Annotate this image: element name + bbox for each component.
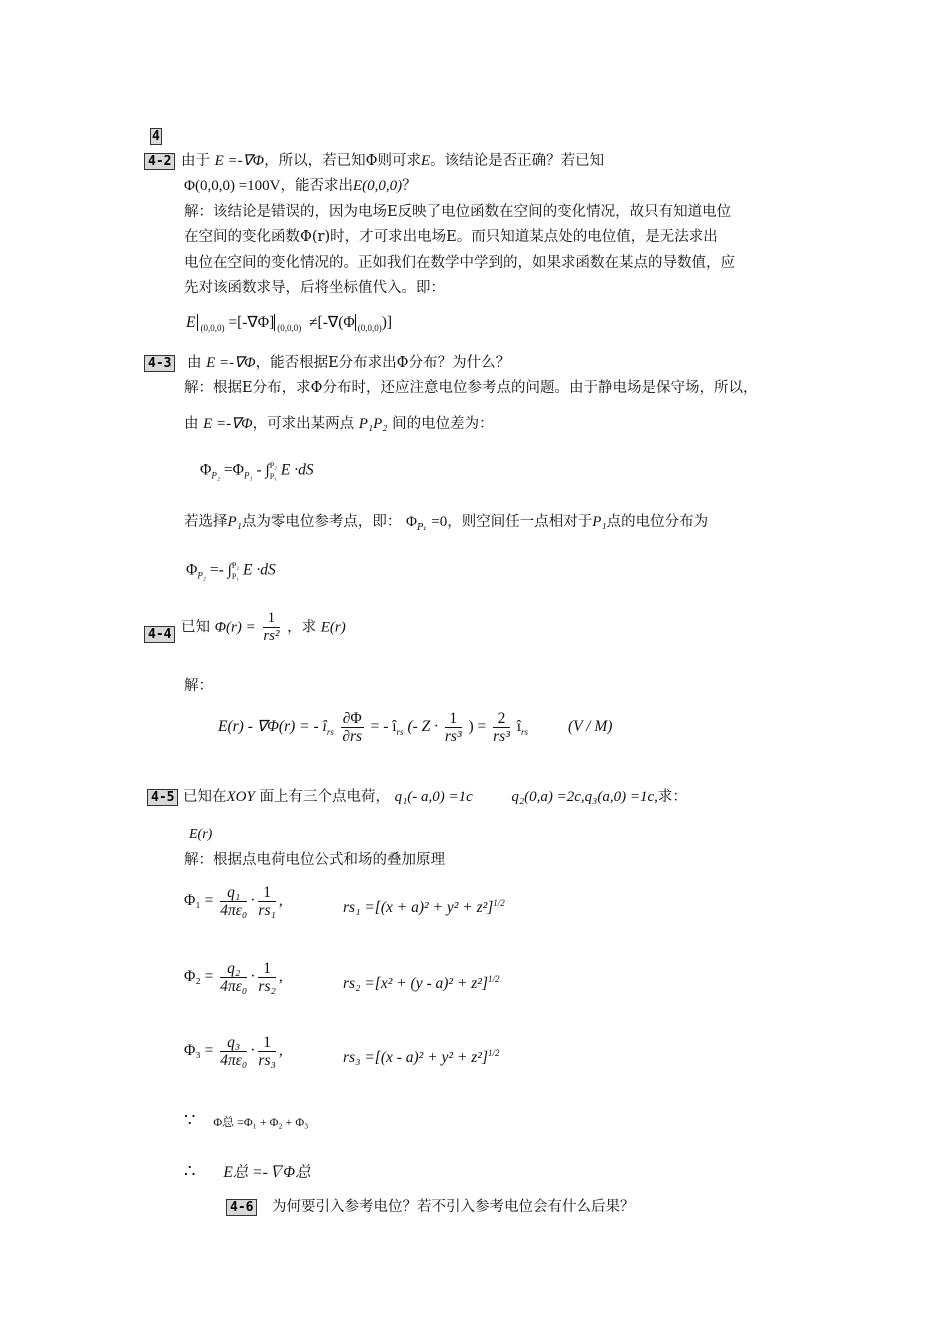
because-line: ∵ Φ总 =Φ₁ + Φ₂ + Φ₃ [184,1110,309,1130]
a43-line2: 由 E =-∇Φ，可求出某两点 P₁P₂ 间的电位差为： [184,416,494,432]
a42-line1: 解：该结论是错误的，因为电场E反映了电位函数在空间的变化情况，故只有知道电位 [184,204,732,220]
formula-phi3: Φ₃ = $\frac{\text{q₃}}{\text{4πε₀}}$ · $\frac{1}{\text{rs₃}}$ , [184,1034,283,1069]
q45-line1: 已知在XOY 面上有三个点电荷， q₁(- a,0) =1c q₂(0,a) =2c,q₃(a,0) =1c,求： [183,789,687,805]
q42-line2: Φ(0,0,0) =100V，能否求出E(0,0,0)？ [184,178,417,194]
q44-line: 已知 Φ(r) = $\frac{1}{\text{rs²}}$ ，求 E(r) [181,610,346,644]
formula-rs2: $rs_2 =[x^2 + (y - a)^2 + z^2]^{1/2}$ [343,974,500,993]
a43-line3: 若选择P₁点为零电位参考点，即： $\Phi_{P_1} =0$，则空间任一点相对于P₁点的电位分布为 [184,514,709,533]
formula-rs3: $rs_3 =[(x - a)^2 + y^2 + z^2]^{1/2}$ [343,1048,500,1067]
problem-label-4-5: 4-5 [147,789,178,806]
q42-line1: 由于 E =-∇Φ，所以，若已知Φ则可求E。该结论是否正确？若已知 [181,153,605,169]
problem-label-4-6: 4-6 [226,1199,257,1216]
q46-line: 为何要引入参考电位？若不引入参考电位会有什么后果？ [272,1199,635,1215]
formula-phi2: Φ₂ = $\frac{\text{q₂}}{\text{4πε₀}}$ · $\frac{1}{\text{rs₂}}$ , [184,960,283,995]
q45-line2: E(r) [189,827,213,842]
a42-line4: 先对该函数求导，后将坐标值代入。即： [184,280,445,296]
problem-label-4-2: 4-2 [144,153,175,170]
chapter-marker: 4 [152,129,160,144]
problem-label-4-3: 4-3 [144,355,175,372]
therefore-line: ∴ E总 =-∇Φ总 [184,1161,311,1181]
formula-44: E(r) - ∇Φ(r) = - $î_{rs}$ $\frac{\partial\Phi}{\partial rs}$ = - $î_{rs}$ (- Z · $\frac{1}{\text{rs³}}$ ) = $\frac{2}{\text{rs³}}$ $î_{rs}$ (V / M) [218,710,613,745]
problem-label-4-4: 4-4 [144,626,175,643]
formula-43-1: $\Phi_{P_2} =\Phi_{P_1}$ - ∫ P₂ P₁ E ·dS [200,461,314,481]
q43-line: 由 E =-∇Φ，能否根据E分布求出Φ分布？为什么？ [187,355,511,371]
formula-rs1: $rs_1 =[(x + a)^2 + y^2 + z^2]^{1/2}$ [343,898,505,917]
formula-43-2: $\Phi_{P_2}$ =- ∫ P₂ P₁ E ·dS [186,561,276,581]
a42-line3: 电位在空间的变化情况的。正如我们在数学中学到的，如果求函数在某点的导数值，应 [184,255,735,271]
a45-sol: 解：根据点电荷电位公式和场的叠加原理 [184,852,445,868]
a43-line1: 解：根据E分布，求Φ分布时，还应注意电位参考点的问题。由于静电场是保守场，所以， [184,380,758,396]
formula-42: E $_{(0,0,0)}$ =[-∇Φ] $_{(0,0,0)}$ ≠[-∇(Φ $_{(0,0,0)}$)] [186,314,393,334]
a42-line2: 在空间的变化函数Φ(r)时，才可求出电场E。而只知道某点处的电位值，是无法求出 [184,229,718,245]
formula-phi1: Φ₁ = $\frac{\text{q₁}}{\text{4πε₀}}$ · $\frac{1}{\text{rs₁}}$ , [184,884,283,919]
a44-sol: 解： [184,678,213,694]
